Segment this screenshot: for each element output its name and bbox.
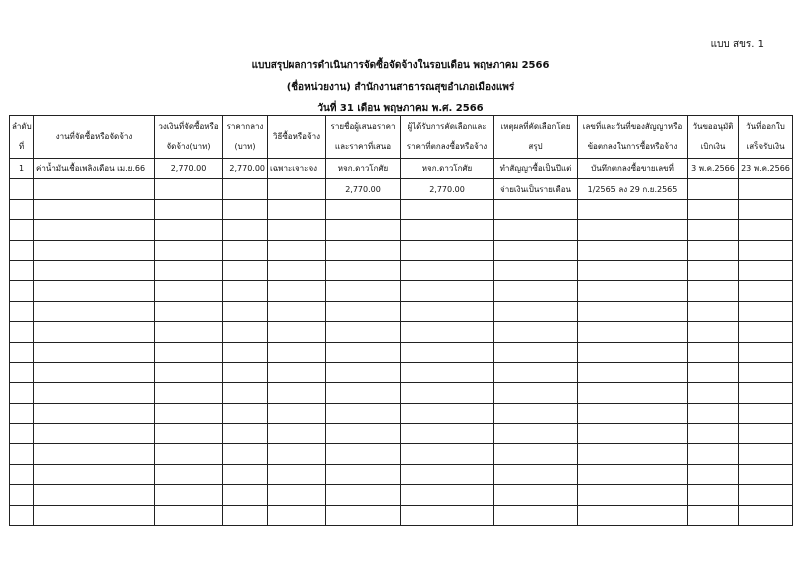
empty-cell xyxy=(155,444,223,464)
empty-cell xyxy=(326,281,401,301)
empty-cell xyxy=(578,342,688,362)
empty-cell xyxy=(578,464,688,484)
cell-method xyxy=(268,179,326,199)
empty-cell xyxy=(494,301,578,321)
empty-cell xyxy=(34,464,155,484)
report-date: วันที่ 31 เดือน พฤษภาคม พ.ศ. 2566 xyxy=(317,103,484,114)
empty-cell xyxy=(326,301,401,321)
procurement-table xyxy=(9,115,793,526)
empty-cell xyxy=(34,383,155,403)
cell-contract: บันทึกตกลงซื้อขายเลขที่ xyxy=(578,159,688,179)
empty-row xyxy=(10,260,793,280)
empty-cell xyxy=(578,199,688,219)
empty-cell xyxy=(268,444,326,464)
empty-cell xyxy=(223,464,268,484)
empty-cell xyxy=(326,342,401,362)
cell-receipt-date xyxy=(739,179,793,199)
header-budget: วงเงินที่จัดซื้อหรือจัดจ้าง(บาท) xyxy=(155,116,223,159)
empty-cell xyxy=(10,240,34,260)
cell-reason: จ่ายเงินเป็นรายเดือน xyxy=(494,179,578,199)
empty-cell xyxy=(739,301,793,321)
empty-cell xyxy=(155,322,223,342)
empty-cell xyxy=(578,424,688,444)
empty-cell xyxy=(223,260,268,280)
empty-row xyxy=(10,362,793,382)
header-median-price: ราคากลาง (บาท) xyxy=(223,116,268,159)
empty-cell xyxy=(494,383,578,403)
empty-cell xyxy=(268,424,326,444)
empty-cell xyxy=(688,464,739,484)
empty-row xyxy=(10,240,793,260)
header-contract: เลขที่และวันที่ของสัญญาหรือข้อตกลงในการซื้อหรือจ้าง xyxy=(578,116,688,159)
empty-cell xyxy=(739,505,793,525)
empty-row xyxy=(10,220,793,240)
empty-cell xyxy=(578,281,688,301)
empty-cell xyxy=(10,424,34,444)
empty-cell xyxy=(401,281,494,301)
empty-cell xyxy=(223,362,268,382)
empty-cell xyxy=(10,505,34,525)
header-task: งานที่จัดซื้อหรือจัดจ้าง xyxy=(34,116,155,159)
empty-cell xyxy=(223,383,268,403)
empty-cell xyxy=(739,260,793,280)
empty-cell xyxy=(401,424,494,444)
empty-cell xyxy=(494,485,578,505)
empty-cell xyxy=(578,260,688,280)
empty-cell xyxy=(10,464,34,484)
header-reason: เหตุผลที่คัดเลือกโดยสรุป xyxy=(494,116,578,159)
empty-cell xyxy=(739,322,793,342)
header-row xyxy=(10,116,793,159)
empty-cell xyxy=(155,342,223,362)
empty-cell xyxy=(34,362,155,382)
empty-cell xyxy=(401,444,494,464)
empty-cell xyxy=(10,281,34,301)
cell-contract: 1/2565 ลง 29 ก.ย.2565 xyxy=(578,179,688,199)
empty-cell xyxy=(268,260,326,280)
empty-cell xyxy=(401,260,494,280)
cell-budget xyxy=(155,179,223,199)
empty-cell xyxy=(268,505,326,525)
empty-cell xyxy=(268,342,326,362)
empty-cell xyxy=(10,485,34,505)
empty-cell xyxy=(34,301,155,321)
empty-cell xyxy=(494,220,578,240)
empty-cell xyxy=(326,403,401,423)
cell-bidders: หจก.ดาวโกศัย xyxy=(326,159,401,179)
empty-cell xyxy=(401,485,494,505)
empty-cell xyxy=(326,444,401,464)
empty-cell xyxy=(578,403,688,423)
empty-cell xyxy=(401,322,494,342)
empty-cell xyxy=(223,403,268,423)
empty-cell xyxy=(401,342,494,362)
empty-cell xyxy=(688,505,739,525)
empty-cell xyxy=(34,220,155,240)
empty-cell xyxy=(34,444,155,464)
empty-cell xyxy=(578,485,688,505)
report-title: แบบสรุปผลการดำเนินการจัดซื้อจัดจ้างในรอบเดือน พฤษภาคม 2566 xyxy=(251,60,550,71)
empty-cell xyxy=(688,220,739,240)
empty-cell xyxy=(268,199,326,219)
empty-cell xyxy=(34,342,155,362)
empty-cell xyxy=(326,485,401,505)
empty-cell xyxy=(688,199,739,219)
header-bidders: รายชื่อผู้เสนอราคาและราคาที่เสนอ xyxy=(326,116,401,159)
empty-cell xyxy=(10,362,34,382)
empty-cell xyxy=(155,260,223,280)
empty-cell xyxy=(34,403,155,423)
empty-cell xyxy=(688,342,739,362)
empty-cell xyxy=(268,362,326,382)
empty-cell xyxy=(688,403,739,423)
empty-cell xyxy=(401,301,494,321)
empty-cell xyxy=(223,220,268,240)
empty-cell xyxy=(155,505,223,525)
empty-cell xyxy=(155,362,223,382)
empty-cell xyxy=(326,199,401,219)
empty-row xyxy=(10,403,793,423)
header-method: วิธีซื้อหรือจ้าง xyxy=(268,116,326,159)
empty-cell xyxy=(578,301,688,321)
empty-cell xyxy=(494,240,578,260)
empty-cell xyxy=(223,485,268,505)
empty-cell xyxy=(223,505,268,525)
empty-cell xyxy=(10,322,34,342)
header-selected: ผู้ได้รับการคัดเลือกและราคาที่ตกลงซื้อหรือจ้าง xyxy=(401,116,494,159)
empty-cell xyxy=(739,342,793,362)
empty-cell xyxy=(688,383,739,403)
cell-bidders: 2,770.00 xyxy=(326,179,401,199)
empty-cell xyxy=(155,464,223,484)
empty-cell xyxy=(494,322,578,342)
empty-cell xyxy=(739,464,793,484)
empty-cell xyxy=(10,383,34,403)
empty-cell xyxy=(494,464,578,484)
empty-cell xyxy=(155,424,223,444)
empty-cell xyxy=(34,322,155,342)
empty-row xyxy=(10,342,793,362)
empty-cell xyxy=(739,403,793,423)
cell-no xyxy=(10,179,34,199)
empty-cell xyxy=(739,220,793,240)
empty-row xyxy=(10,505,793,525)
empty-cell xyxy=(688,362,739,382)
empty-cell xyxy=(34,240,155,260)
empty-cell xyxy=(268,322,326,342)
empty-cell xyxy=(34,505,155,525)
empty-row xyxy=(10,322,793,342)
empty-cell xyxy=(739,362,793,382)
empty-cell xyxy=(578,444,688,464)
empty-cell xyxy=(326,240,401,260)
empty-cell xyxy=(326,424,401,444)
empty-row xyxy=(10,281,793,301)
agency-name: (ชื่อหน่วยงาน) สำนักงานสาธารณสุขอำเภอเมืองแพร่ xyxy=(286,82,515,93)
empty-cell xyxy=(155,281,223,301)
empty-cell xyxy=(578,362,688,382)
empty-cell xyxy=(578,220,688,240)
empty-cell xyxy=(688,281,739,301)
empty-row xyxy=(10,301,793,321)
table-row xyxy=(10,179,793,199)
empty-cell xyxy=(739,199,793,219)
empty-cell xyxy=(494,342,578,362)
empty-cell xyxy=(223,424,268,444)
empty-cell xyxy=(578,322,688,342)
empty-cell xyxy=(268,240,326,260)
cell-task: ค่าน้ำมันเชื้อเพลิงเดือน เม.ย.66 xyxy=(34,159,155,179)
empty-cell xyxy=(10,403,34,423)
empty-cell xyxy=(326,464,401,484)
empty-cell xyxy=(268,301,326,321)
empty-cell xyxy=(578,505,688,525)
empty-cell xyxy=(10,199,34,219)
empty-cell xyxy=(494,260,578,280)
cell-reason: ทำสัญญาซื้อเป็นปีแต่ xyxy=(494,159,578,179)
empty-cell xyxy=(268,383,326,403)
empty-row xyxy=(10,383,793,403)
empty-cell xyxy=(326,260,401,280)
empty-cell xyxy=(688,424,739,444)
empty-cell xyxy=(688,301,739,321)
empty-cell xyxy=(155,485,223,505)
empty-row xyxy=(10,199,793,219)
empty-cell xyxy=(10,444,34,464)
cell-no: 1 xyxy=(10,159,34,179)
empty-cell xyxy=(494,281,578,301)
form-code: แบบ สขร. 1 xyxy=(710,39,764,50)
empty-cell xyxy=(688,240,739,260)
cell-selected: หจก.ดาวโกศัย xyxy=(401,159,494,179)
empty-cell xyxy=(494,505,578,525)
empty-cell xyxy=(739,444,793,464)
empty-cell xyxy=(34,485,155,505)
empty-cell xyxy=(34,281,155,301)
empty-cell xyxy=(739,240,793,260)
header-no: ลำดับที่ xyxy=(10,116,34,159)
empty-cell xyxy=(223,301,268,321)
empty-cell xyxy=(688,260,739,280)
empty-cell xyxy=(688,485,739,505)
empty-cell xyxy=(739,485,793,505)
cell-median-price xyxy=(223,179,268,199)
empty-cell xyxy=(739,383,793,403)
cell-selected: 2,770.00 xyxy=(401,179,494,199)
empty-cell xyxy=(326,220,401,240)
empty-cell xyxy=(268,281,326,301)
empty-row xyxy=(10,464,793,484)
empty-cell xyxy=(155,301,223,321)
empty-cell xyxy=(268,485,326,505)
empty-cell xyxy=(401,403,494,423)
empty-cell xyxy=(688,444,739,464)
empty-cell xyxy=(326,383,401,403)
empty-cell xyxy=(494,424,578,444)
empty-cell xyxy=(155,240,223,260)
empty-cell xyxy=(223,322,268,342)
empty-cell xyxy=(155,383,223,403)
empty-cell xyxy=(739,424,793,444)
empty-cell xyxy=(223,240,268,260)
empty-cell xyxy=(10,301,34,321)
empty-cell xyxy=(268,220,326,240)
empty-cell xyxy=(494,362,578,382)
empty-cell xyxy=(34,260,155,280)
empty-cell xyxy=(34,424,155,444)
cell-approval-date: 3 พ.ค.2566 xyxy=(688,159,739,179)
empty-cell xyxy=(155,199,223,219)
empty-cell xyxy=(10,342,34,362)
empty-cell xyxy=(578,240,688,260)
empty-cell xyxy=(401,464,494,484)
empty-cell xyxy=(401,240,494,260)
cell-approval-date xyxy=(688,179,739,199)
empty-cell xyxy=(223,281,268,301)
cell-method: เฉพาะเจาะจง xyxy=(268,159,326,179)
empty-cell xyxy=(326,505,401,525)
empty-cell xyxy=(268,403,326,423)
empty-cell xyxy=(223,199,268,219)
empty-cell xyxy=(10,220,34,240)
cell-task xyxy=(34,179,155,199)
empty-cell xyxy=(326,362,401,382)
empty-cell xyxy=(739,281,793,301)
cell-budget: 2,770.00 xyxy=(155,159,223,179)
empty-cell xyxy=(223,444,268,464)
empty-cell xyxy=(34,199,155,219)
empty-cell xyxy=(155,220,223,240)
cell-median-price: 2,770.00 xyxy=(223,159,268,179)
table-row xyxy=(10,159,793,179)
empty-cell xyxy=(401,505,494,525)
cell-receipt-date: 23 พ.ค.2566 xyxy=(739,159,793,179)
empty-cell xyxy=(155,403,223,423)
empty-cell xyxy=(494,444,578,464)
empty-cell xyxy=(10,260,34,280)
empty-row xyxy=(10,444,793,464)
empty-row xyxy=(10,485,793,505)
empty-cell xyxy=(494,199,578,219)
empty-cell xyxy=(494,403,578,423)
empty-row xyxy=(10,424,793,444)
empty-cell xyxy=(223,342,268,362)
header-approval-date: วันขออนุมัติเบิกเงิน xyxy=(688,116,739,159)
empty-cell xyxy=(401,362,494,382)
empty-cell xyxy=(268,464,326,484)
empty-cell xyxy=(401,199,494,219)
empty-cell xyxy=(401,383,494,403)
header-receipt-date: วันที่ออกใบเสร็จรับเงิน xyxy=(739,116,793,159)
empty-cell xyxy=(326,322,401,342)
empty-cell xyxy=(578,383,688,403)
empty-cell xyxy=(401,220,494,240)
empty-cell xyxy=(688,322,739,342)
